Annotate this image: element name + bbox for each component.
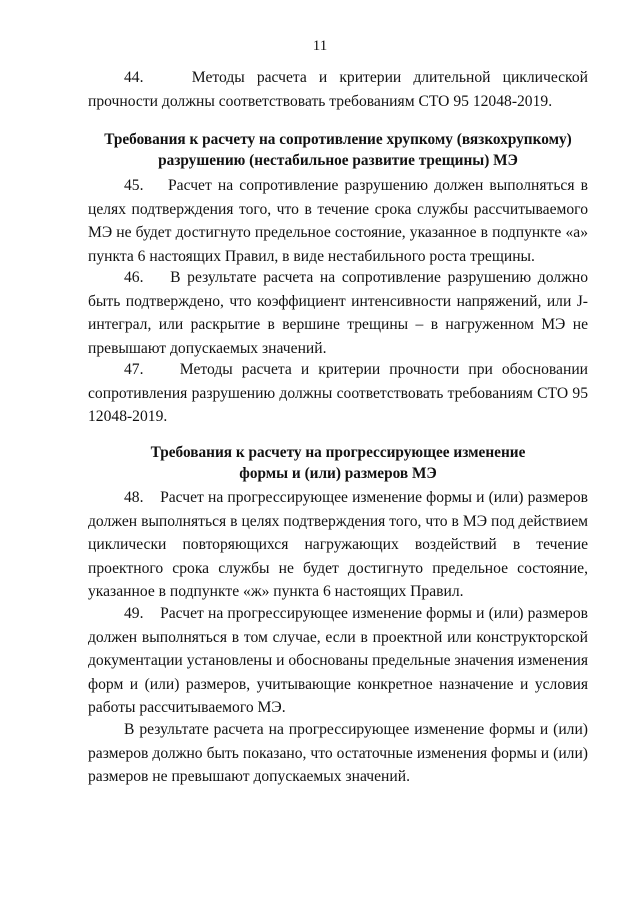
- heading-line: разрушению (нестабильное развитие трещины) МЭ: [158, 152, 518, 169]
- paragraph-number: 49.: [124, 605, 156, 622]
- heading-line: Требования к расчету на прогрессирующее изменение: [150, 444, 526, 461]
- paragraph-number: 44.: [124, 69, 180, 86]
- paragraph-number: 45.: [124, 177, 162, 194]
- paragraph-text: Расчет на прогрессирующее изменение формы и (или) размеров должен выполняться в целях подтверждения того, что в МЭ под действием циклически повторяющихся нагружающих воздействий в течение проектного срока службы не будет достигнуто предельное состояние, указанное в подпункте «ж» пункта 6 настоящих Правил.: [88, 489, 589, 600]
- paragraph-45: [88, 174, 588, 268]
- section-heading-progressive-deformation: [88, 442, 588, 484]
- paragraph-46: [88, 266, 588, 360]
- paragraph-47: [88, 358, 588, 429]
- paragraph-number: 48.: [124, 489, 156, 506]
- heading-line: формы и (или) размеров МЭ: [239, 465, 437, 482]
- paragraph-44: [88, 66, 588, 113]
- paragraph-text: В результате расчета на сопротивление разрушению должно быть подтверждено, что коэффициент интенсивности напряжений, или J-интеграл, или раскрытие в вершине трещины – в нагруженном МЭ не превышают допускаемых значений.: [88, 269, 588, 357]
- paragraph-conclusion: [88, 718, 588, 789]
- paragraph-text: Расчет на прогрессирующее изменение формы и (или) размеров должен выполняться в том случае, если в проектной или конструкторской документации установлены и обоснованы предельные значения изменения форм и (или) размеров, учитывающие конкретное назначение и условия работы рассчитываемого МЭ.: [88, 605, 589, 716]
- paragraph-text: В результате расчета на прогрессирующее изменение формы и (или) размеров должно быть показано, что остаточные изменения формы и (или) размеров не превышают допускаемых значений.: [88, 721, 588, 785]
- section-heading-brittle-fracture: [88, 129, 588, 171]
- paragraph-number: 47.: [124, 361, 171, 378]
- paragraph-48: [88, 486, 588, 604]
- paragraph-text: Методы расчета и критерии длительной циклической прочности должны соответствовать требованиям СТО 95 12048-2019.: [88, 69, 588, 110]
- heading-line: Требования к расчету на сопротивление хрупкому (вязкохрупкому): [104, 131, 572, 148]
- page-number: 11: [312, 38, 328, 54]
- paragraph-text: Методы расчета и критерии прочности при обосновании сопротивления разрушению должны соответствовать требованиям СТО 95 12048-2019.: [88, 361, 589, 425]
- paragraph-49: [88, 602, 588, 720]
- paragraph-number: 46.: [124, 269, 164, 286]
- paragraph-text: Расчет на сопротивление разрушению должен выполняться в целях подтверждения того, что в течение срока службы рассчитываемого МЭ не будет достигнуто предельное состояние, указанное в подпункте «а» пункта 6 настоящих Правил, в виде нестабильного роста трещины.: [88, 177, 589, 265]
